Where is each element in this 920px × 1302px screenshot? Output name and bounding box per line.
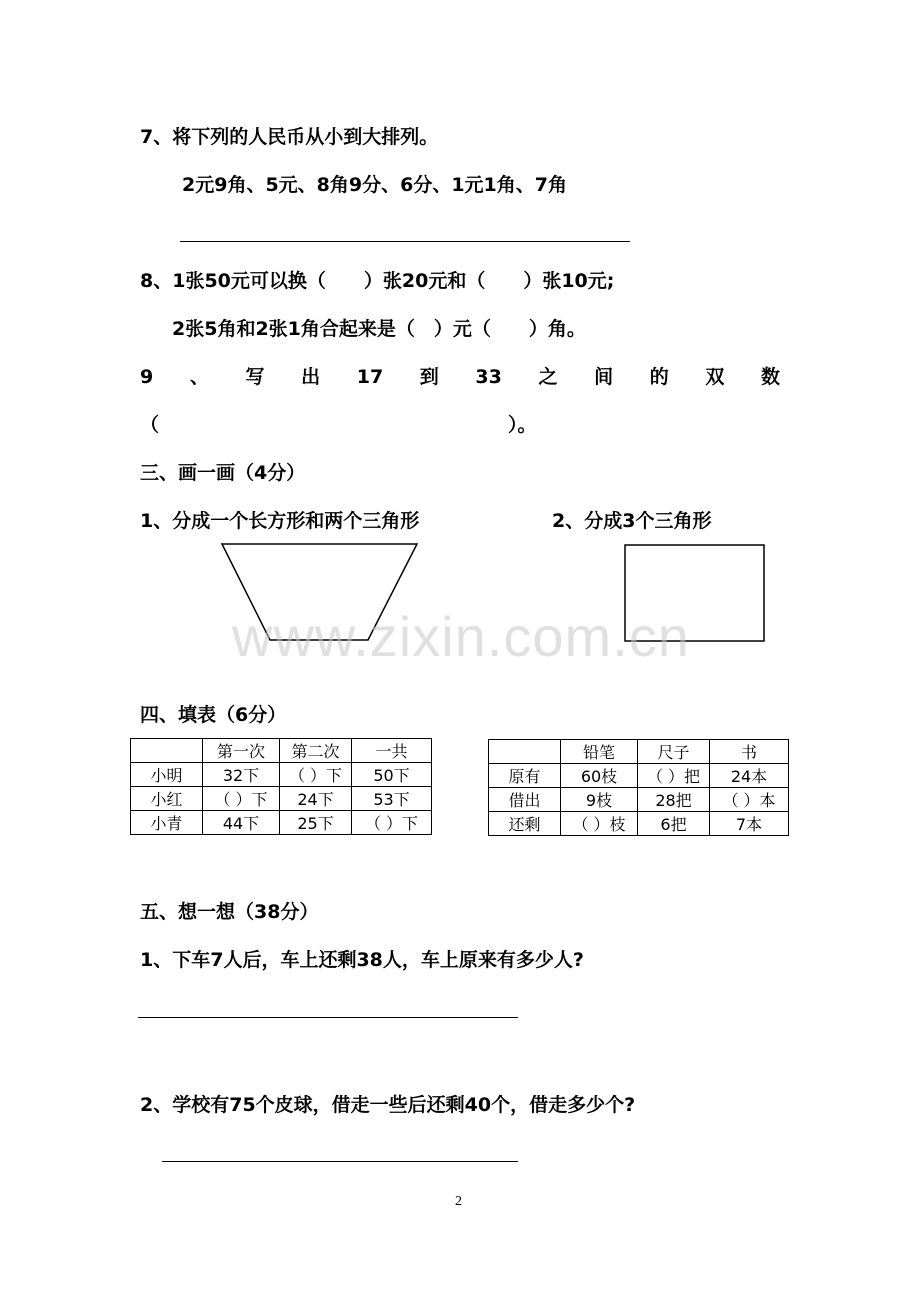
section3-title: 三、画一画（4分） [140, 462, 306, 484]
q9-token: 写 [245, 366, 265, 388]
table-cell: （ ）枝 [561, 812, 638, 836]
q9-token: 出 [301, 366, 321, 388]
table-cell: 还剩 [489, 812, 561, 836]
table-cell: 50下 [352, 763, 432, 787]
table-cell: （ ）下 [280, 763, 352, 787]
q9-token: 、 [189, 366, 209, 388]
table-row [131, 763, 432, 787]
q9-paren-open: （ [140, 414, 160, 436]
table-exercise-counts [130, 738, 432, 835]
section5-title: 五、想一想（38分） [140, 901, 319, 923]
table-cell: 60枝 [561, 764, 638, 788]
table-cell: （ ）下 [203, 787, 280, 811]
table-cell: 25下 [280, 811, 352, 835]
q9-token: 33 [475, 366, 502, 388]
table-cell: 7本 [710, 812, 789, 836]
q9-token: 的 [649, 366, 669, 388]
table-cell: 原有 [489, 764, 561, 788]
table-header-row [489, 740, 789, 764]
table-row [131, 787, 432, 811]
table-row [489, 812, 789, 836]
q8-line1: 8、1张50元可以换（ ）张20元和（ ）张10元; [140, 270, 615, 292]
table-cell: 24本 [710, 764, 789, 788]
table-cell: 6把 [638, 812, 710, 836]
q7-items: 2元9角、5元、8角9分、6分、1元1角、7角 [182, 174, 567, 196]
table-row [489, 788, 789, 812]
q9-token: 间 [594, 366, 614, 388]
table-cell: 小红 [131, 787, 203, 811]
table-cell: 小青 [131, 811, 203, 835]
page-number: 2 [455, 1194, 462, 1209]
table-cell: 书 [710, 740, 789, 764]
q9-token: 双 [705, 366, 725, 388]
table-cell: 第一次 [203, 739, 280, 763]
q7-title: 7、将下列的人民币从小到大排列。 [140, 126, 439, 148]
q9-token: 之 [538, 366, 558, 388]
q7-answer-line [180, 241, 630, 242]
section5-q2: 2、学校有75个皮球，借走一些后还剩40个，借走多少个? [140, 1094, 636, 1116]
table-cell: 32下 [203, 763, 280, 787]
q9-token: 17 [356, 366, 384, 388]
table-cell: （ ）下 [352, 811, 432, 835]
table-cell [131, 739, 203, 763]
q9-paren-close: ）。 [508, 414, 537, 436]
draw-task-2: 2、分成3个三角形 [552, 510, 712, 532]
table-header-row [131, 739, 432, 763]
table-cell: 铅笔 [561, 740, 638, 764]
q9-token: 数 [760, 366, 780, 388]
table-cell: 第二次 [280, 739, 352, 763]
table-cell: 小明 [131, 763, 203, 787]
table-cell: （ ）本 [710, 788, 789, 812]
watermark: www.zixin.com.cn [232, 605, 690, 668]
table-cell: 一共 [352, 739, 432, 763]
draw-task-1: 1、分成一个长方形和两个三角形 [140, 510, 420, 532]
table-cell: 9枝 [561, 788, 638, 812]
q1-answer-line [138, 1017, 518, 1018]
q9-line [140, 368, 780, 387]
table-cell: 28把 [638, 788, 710, 812]
q9-token: 到 [419, 366, 439, 388]
q9-token: 9 [140, 366, 154, 388]
section5-q1: 1、下车7人后，车上还剩38人，车上原来有多少人? [140, 949, 584, 971]
section4-title: 四、填表（6分） [140, 704, 287, 726]
q2-answer-line [162, 1161, 518, 1162]
q8-line2: 2张5角和2张1角合起来是（ ）元（ ）角。 [172, 318, 586, 340]
table-cell [489, 740, 561, 764]
table-cell: （ ）把 [638, 764, 710, 788]
table-cell: 53下 [352, 787, 432, 811]
table-row [489, 764, 789, 788]
table-cell: 44下 [203, 811, 280, 835]
table-cell: 尺子 [638, 740, 710, 764]
table-cell: 24下 [280, 787, 352, 811]
table-row [131, 811, 432, 835]
table-stationery [488, 739, 789, 836]
table-cell: 借出 [489, 788, 561, 812]
